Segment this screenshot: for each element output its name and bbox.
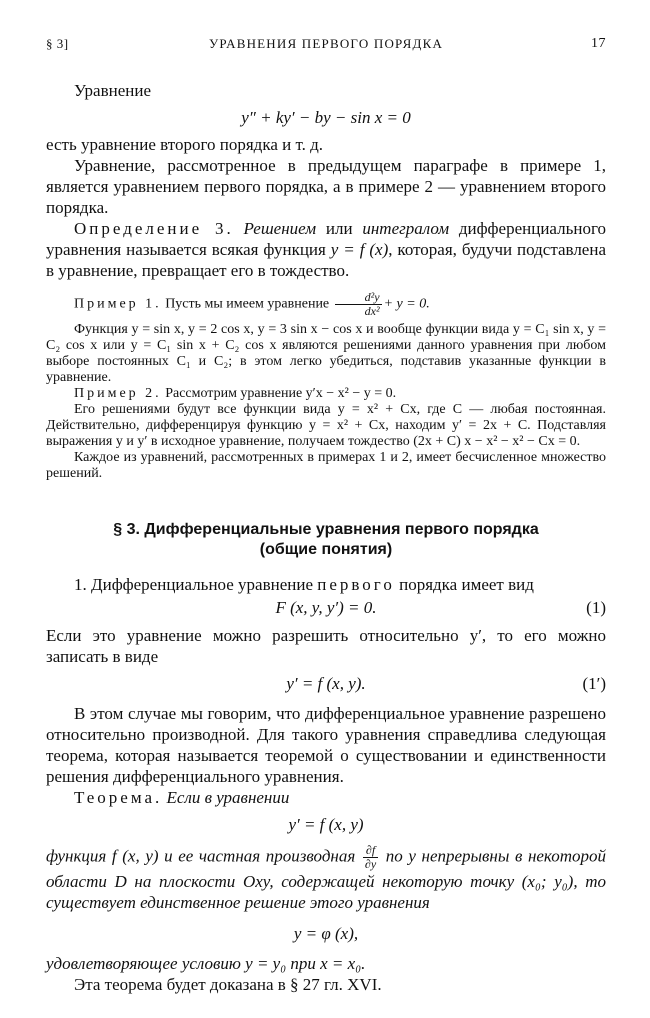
- example-1-text: Пусть мы имеем уравнение: [165, 296, 330, 312]
- paragraph-equation-intro: Уравнение: [74, 81, 151, 100]
- fraction-df-dy: [363, 844, 378, 871]
- fraction-d2y-dx2: [335, 291, 382, 318]
- theorem-equation: y′ = f (x, y): [288, 815, 364, 834]
- fraction-numerator: d²y: [335, 291, 382, 305]
- definition-paragraph: [46, 218, 606, 281]
- running-head: [46, 36, 606, 58]
- paragraph-this-case: В этом случае мы говорим, что дифференциальное уравнение разрешено относительно производной. Для такого уравнения справедлива следующая теорема, которая называется теоремой о существовании и единственности решения дифференциального уравнения.: [46, 704, 606, 786]
- fraction-denominator: dx²: [364, 304, 380, 318]
- running-head-title: УРАВНЕНИЯ ПЕРВОГО ПОРЯДКА: [208, 36, 444, 51]
- equation-1-number: (1): [586, 598, 606, 617]
- paragraph-second-order: есть уравнение второго порядка и т. д.: [46, 135, 324, 154]
- section-heading-line-1: § 3. Дифференциальные уравнения первого порядка: [113, 521, 539, 538]
- example-2: [46, 386, 606, 402]
- paragraph-proof-reference: Эта теорема будет доказана в § 27 гл. XVI.: [74, 975, 382, 994]
- theorem-solution-equation: y = φ (x),: [293, 924, 359, 943]
- equation-second-order: y″ + ky′ − by − sin x = 0: [241, 108, 411, 127]
- page-number: 17: [591, 36, 606, 51]
- theorem-condition: удовлетворяющее условию y = y₀ при x = x₀.: [46, 954, 366, 973]
- section-heading-line-2: (общие понятия): [259, 541, 393, 558]
- paragraph-example-2-solutions: Его решениями будут все функции вида y = x² + Cx, где C — любая постоянная. Действительно, дифференцируя функцию y = x² + Cx, находим y′ = 2x + C. Подставляя выражения y и y′ в исходное уравнение, получаем тождество (2x + C) x − x² − x² − Cx = 0.: [46, 402, 606, 449]
- paragraph-first-order: [46, 574, 606, 595]
- paragraph-infinite-solutions: Каждое из уравнений, рассмотренных в примерах 1 и 2, имеет бесчисленное множество решений.: [46, 450, 606, 481]
- definition-term-solution: Решением: [243, 219, 317, 238]
- theorem-statement-a: функция f (x, y) и ее частная производная: [46, 846, 356, 866]
- running-head-section: § 3]: [46, 36, 69, 51]
- paragraph-previous-examples: Уравнение, рассмотренное в предыдущем параграфе в примере 1, является уравнением первого порядка, а в примере 2 — уравнением второго порядка.: [46, 156, 606, 217]
- first-order-text-a: 1. Дифференциальное уравнение: [74, 575, 318, 594]
- example-2-text: Рассмотрим уравнение y′x − x² − y = 0.: [165, 386, 397, 401]
- section-heading: [46, 520, 606, 560]
- theorem-label: Теорема.: [74, 788, 163, 807]
- example-1-tail: + y = 0.: [383, 296, 430, 312]
- equation-1: [46, 597, 606, 619]
- definition-term-integral: интегралом: [362, 219, 450, 238]
- equation-1-expr: F (x, y, y′) = 0.: [275, 598, 377, 617]
- definition-function: y = f (x): [330, 240, 389, 259]
- theorem-statement: [46, 844, 606, 913]
- paragraph-functions: Функция y = sin x, y = 2 cos x, y = 3 sin x − cos x и вообще функции вида y = C₁ sin x, y = C₂ cos x или y = C₁ sin x + C₂ cos x являются решениями данного уравнения при любом выборе постоянных C₁ и C₂; в этом легко убедиться, подставив указанные функции в уравнение.: [46, 322, 606, 385]
- equation-1-prime: [46, 673, 606, 695]
- fraction-dy: ∂y: [364, 857, 377, 871]
- example-1: [46, 291, 606, 318]
- definition-label: Определение 3.: [74, 219, 234, 238]
- definition-text-2: дифференциального уравнения называется всякая функция: [46, 219, 607, 259]
- example-2-label: Пример 2.: [74, 386, 162, 401]
- example-1-label: Пример 1.: [74, 296, 162, 312]
- first-order-text-c: порядка имеет вид: [394, 575, 534, 594]
- fraction-df: ∂f: [363, 844, 378, 858]
- equation-1-prime-number: (1′): [582, 674, 606, 693]
- theorem-statement-b: по y непрерывны в некоторой области D на плоскости Oxy, содержащей некоторую точку (x₀; y₀), то существует единственное решение этого уравнения: [46, 846, 607, 912]
- equation-1-prime-expr: y′ = f (x, y).: [286, 674, 366, 693]
- first-order-emphasis: первого: [317, 575, 395, 594]
- book-page: [46, 36, 606, 995]
- theorem-text: Если в уравнении: [166, 788, 290, 807]
- definition-text-3: , которая, будучи подставлена в уравнение, превращает его в тождество.: [46, 240, 606, 280]
- definition-text: или: [316, 219, 363, 238]
- paragraph-if-solvable: Если это уравнение можно разрешить относительно y′, то его можно записать в виде: [46, 626, 606, 666]
- theorem-intro: [46, 787, 606, 808]
